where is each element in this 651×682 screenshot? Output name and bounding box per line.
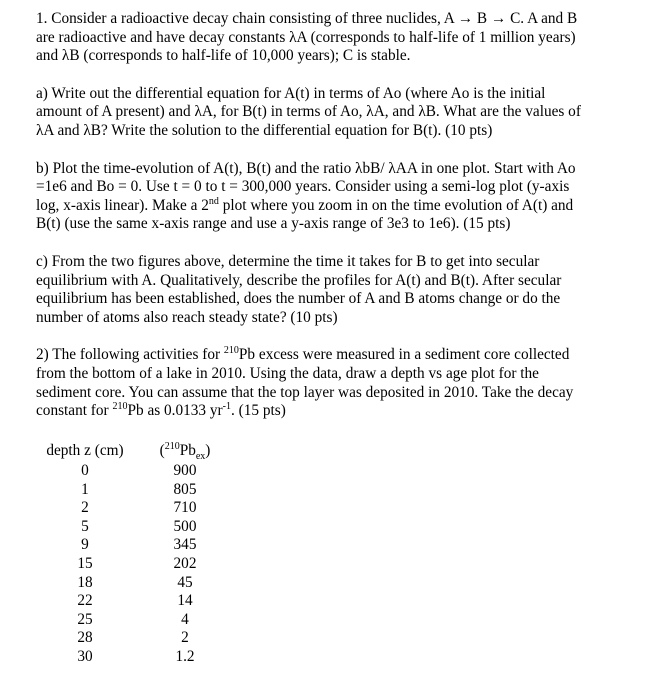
text-line: are radioactive and have decay constants λA (corresponds to half-life of 1 million years) [36, 28, 576, 46]
depth-cell: 18 [77, 573, 93, 591]
depth-column [42, 442, 128, 667]
question-1c [36, 253, 616, 327]
pb-column [152, 442, 218, 667]
text-fragment: Pb [179, 442, 196, 459]
question-1a [36, 85, 616, 141]
question-1b [36, 160, 616, 234]
text-fragment: . (15 pts) [231, 402, 286, 420]
pb-cell: 45 [177, 573, 193, 591]
text-fragment: Pb excess were measured in a sediment core collected [238, 346, 570, 364]
document-body [36, 10, 616, 421]
pb-cell: 345 [173, 536, 197, 554]
text-line: from the bottom of a lake in 2010. Using the data, draw a depth vs age plot for the [36, 364, 539, 382]
pb-cell: 710 [173, 499, 197, 517]
question-1-intro [36, 10, 616, 66]
text-line [36, 197, 616, 216]
question-2 [36, 346, 616, 420]
text-line: number of atoms also reach steady state? (10 pts) [36, 308, 338, 326]
pb-cell: 1.2 [175, 647, 195, 665]
superscript: -1 [222, 401, 231, 412]
text-line: a) Write out the differential equation for A(t) in terms of Ao (where Ao is the initial [36, 84, 546, 102]
depth-cell: 25 [77, 610, 93, 628]
text-line: sediment core. You can assume that the top layer was deposited in 2010. Take the decay [36, 383, 574, 401]
text-line: B(t) (use the same x-axis range and use a y-axis range of 3e3 to 1e6). (15 pts) [36, 215, 511, 233]
depth-cell: 9 [81, 536, 89, 554]
text-fragment: ( [159, 442, 165, 459]
text-line: and λB (corresponds to half-life of 10,000 years); C is stable. [36, 47, 411, 65]
depth-header: depth z (cm) [46, 442, 124, 459]
text-line: λA and λB? Write the solution to the differential equation for B(t). (10 pts) [36, 121, 493, 139]
subscript: ex [195, 451, 206, 463]
text-fragment: Pb as 0.0133 yr [127, 402, 223, 420]
depth-cell: 30 [77, 647, 93, 665]
depth-cell: 0 [81, 462, 89, 479]
depth-cell: 1 [81, 480, 89, 498]
depth-cell: 5 [81, 517, 89, 535]
text-line [36, 402, 616, 421]
text-line: c) From the two figures above, determine the time it takes for B to get into secular [36, 252, 540, 270]
superscript: 210 [164, 440, 180, 452]
pb-cell: 2 [181, 629, 189, 647]
text-line: equilibrium with A. Qualitatively, describe the profiles for A(t) and B(t). After secular [36, 271, 562, 289]
text-line [36, 346, 616, 365]
depth-cell: 15 [77, 554, 93, 572]
text-line: equilibrium has been established, does the number of A and B atoms change or do the [36, 290, 561, 308]
pb-cell: 14 [177, 592, 193, 610]
superscript: nd [208, 195, 219, 207]
pb-cell: 500 [173, 517, 197, 535]
superscript: 210 [223, 345, 239, 357]
text-fragment: 2) The following activities for [36, 346, 224, 364]
pb-header [152, 442, 218, 462]
text-fragment: plot where you zoom in on the time evolution of A(t) and [218, 196, 574, 214]
pb-cell: 900 [173, 462, 197, 479]
text-fragment: constant for [36, 402, 113, 420]
pb-cell: 805 [173, 480, 197, 498]
depth-cell: 28 [77, 629, 93, 647]
pb-cell: 4 [181, 610, 189, 628]
depth-cell: 22 [77, 592, 93, 610]
pb-cell: 202 [173, 554, 197, 572]
superscript: 210 [112, 401, 128, 412]
text-line: amount of A present) and λA, for B(t) in terms of Ao, λA, and λB. What are the values of [36, 103, 581, 121]
text-line: 1. Consider a radioactive decay chain consisting of three nuclides, A → B → C. A and B [36, 10, 578, 27]
text-fragment: ) [205, 442, 211, 459]
text-line: b) Plot the time-evolution of A(t), B(t) and the ratio λbB/ λAA in one plot. Start with Ao [36, 159, 576, 177]
text-fragment: log, x-axis linear). Make a 2 [36, 196, 209, 214]
depth-cell: 2 [81, 499, 89, 517]
text-line: =1e6 and Bo = 0. Use t = 0 to t = 300,000 years. Consider using a semi-log plot (y-axis [36, 178, 570, 196]
